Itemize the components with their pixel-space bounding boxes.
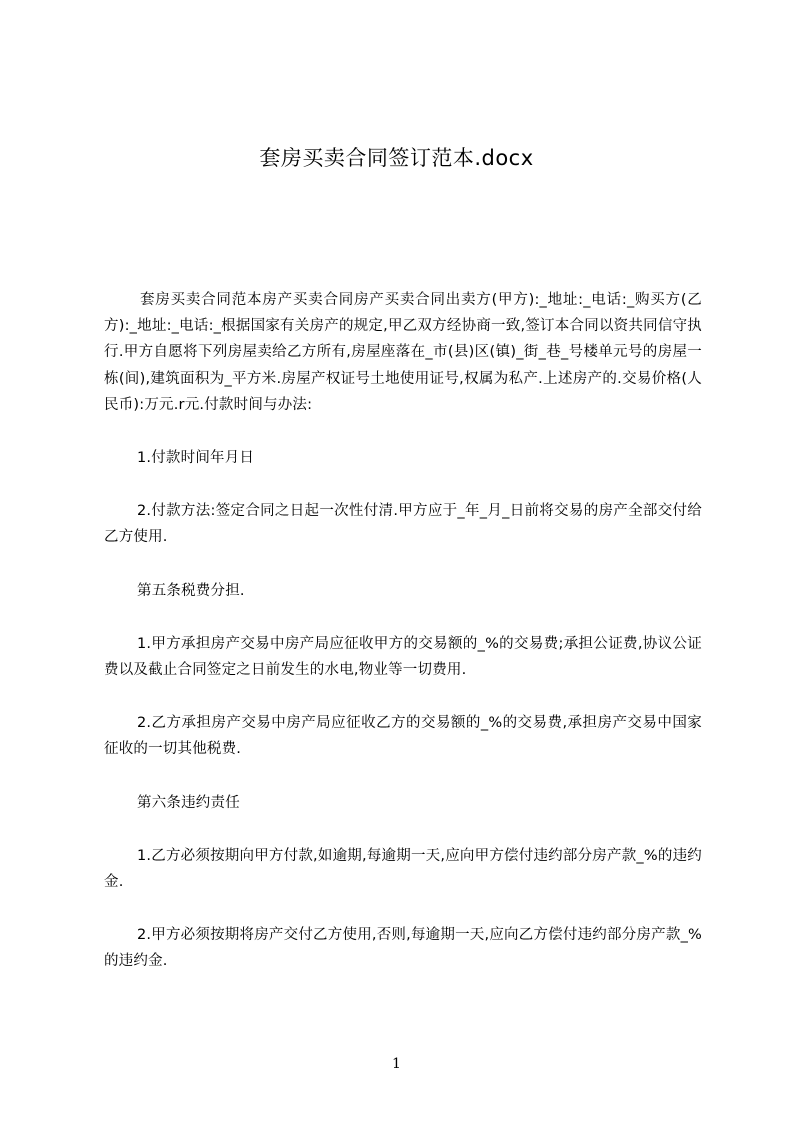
paragraph-tax-seller: 1.甲方承担房产交易中房产局应征收甲方的交易额的_%的交易费;承担公证费,协议公证费以及截止合同签定之日前发生的水电,物业等一切费用. <box>104 635 702 679</box>
paragraph-liability-seller: 2.甲方必须按期将房产交付乙方使用,否则,每逾期一天,应向乙方偿付违约部分房产款_%的违约金. <box>104 927 702 970</box>
paragraph-intro: 套房买卖合同范本房产买卖合同房产买卖合同出卖方(甲方):_地址:_电话:_购买方(乙方):_地址:_电话:_根据国家有关房产的规定,甲乙双方经协商一致,签订本合同以资共同信守执行.甲方自愿将下列房屋卖给乙方所有,房屋座落在_市(县)区(镇)_街_巷_号楼单元号的房屋一栋(间),建筑面积为_平方米.房屋产权证号土地使用证号,权属为私产.上述房产的.交易价格(人民币):万元.r元.付款时间与办法: <box>104 292 702 413</box>
document-title: 套房买卖合同签订范本.docx <box>259 146 534 170</box>
paragraph-spacer <box>104 551 702 578</box>
page-number: 1 <box>392 1056 401 1072</box>
paragraph-spacer <box>104 816 702 843</box>
paragraph-spacer <box>104 683 702 710</box>
paragraph-spacer <box>104 763 702 790</box>
paragraph-spacer <box>104 471 702 498</box>
paragraph-tax-buyer: 2.乙方承担房产交易中房产局应征收乙方的交易额的_%的交易费,承担房产交易中国家征收的一切其他税费. <box>104 715 702 758</box>
paragraph-spacer <box>104 418 702 445</box>
section-heading-liability: 第六条违约责任 <box>137 794 240 811</box>
section-heading-tax: 第五条税费分担. <box>137 582 245 599</box>
paragraph-spacer <box>104 895 702 922</box>
paragraph-spacer <box>104 604 702 631</box>
paragraph-payment-method: 2.付款方法:签定合同之日起一次性付清.甲方应于_年_月_日前将交易的房产全部交付给乙方使用. <box>104 503 702 546</box>
document-body <box>104 287 702 975</box>
paragraph-liability-buyer: 1.乙方必须按期向甲方付款,如逾期,每逾期一天,应向甲方偿付违约部分房产款_%的违约金. <box>104 847 702 891</box>
paragraph-payment-time: 1.付款时间年月日 <box>137 450 255 467</box>
